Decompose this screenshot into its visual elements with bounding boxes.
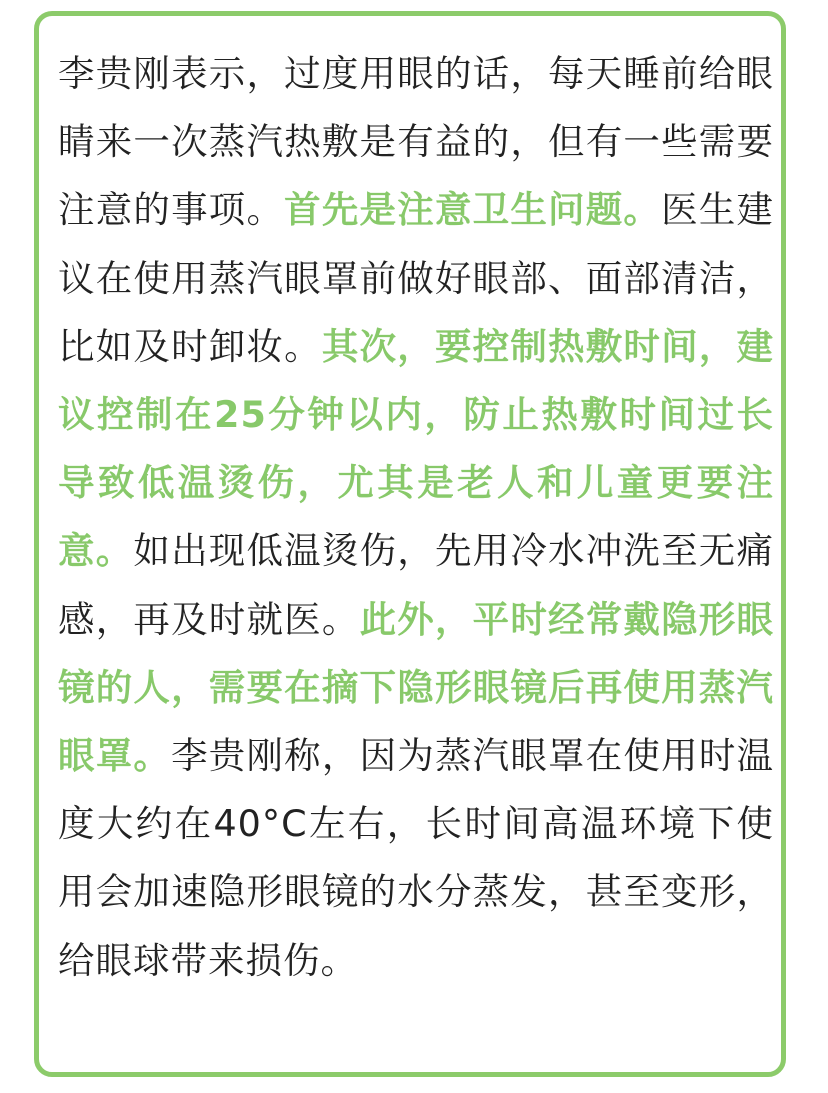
text-segment: 如出现低温烫伤，先用冷水冲洗至无痛感，再及时就医。 <box>58 529 775 641</box>
text-segment: 李贵刚称，因为蒸汽眼罩在使用时温度大约在40°C左右，长时间高温环境下使用会加速隐形眼镜的水分蒸发，甚至变形，给眼球带来损伤。 <box>58 734 775 982</box>
text-segment: 医生建议在使用蒸汽眼罩前做好眼部、面部清洁，比如及时卸妆。 <box>58 188 775 368</box>
text-segment: 李贵刚表示，过度用眼的话，每天睡前给眼睛来一次蒸汽热敷是有益的，但有一些需要注意的事项。 <box>58 52 774 232</box>
highlighted-text-segment: 其次，要控制热敷时间，建议控制在25分钟以内，防止热敷时间过长导致低温烫伤，尤其是老人和儿童更要注意。 <box>58 324 775 573</box>
highlighted-text-segment: 此外，平时经常戴隐形眼镜的人，需要在摘下隐形眼镜后再使用蒸汽眼罩。 <box>58 597 775 778</box>
highlighted-text-segment: 首先是注意卫生问题。 <box>284 188 662 232</box>
article-paragraph <box>58 40 774 995</box>
